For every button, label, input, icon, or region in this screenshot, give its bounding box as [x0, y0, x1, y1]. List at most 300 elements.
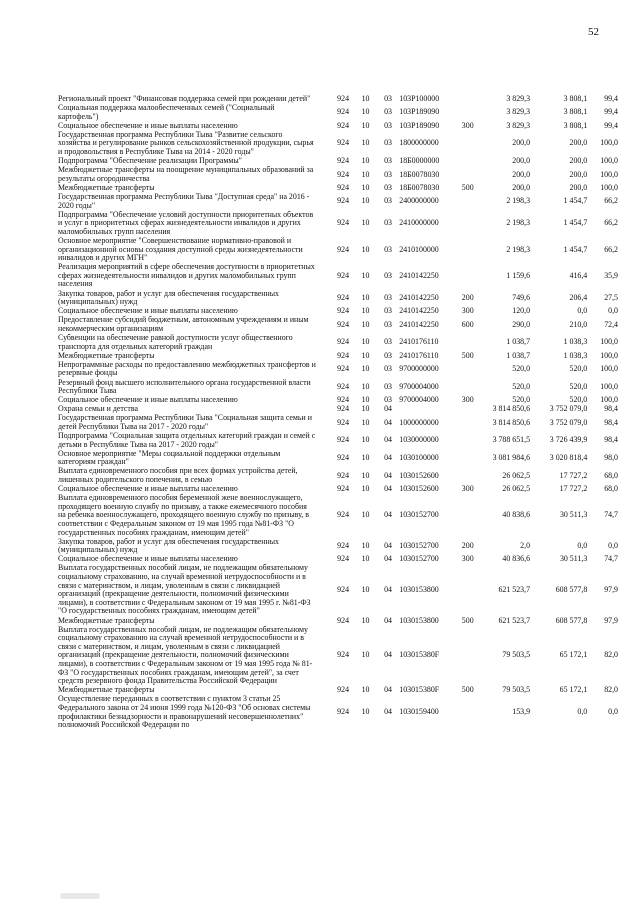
row-name: Социальное обеспечение и иные выплаты населению	[58, 484, 238, 494]
row-vr	[459, 626, 477, 687]
row-pr: 04	[384, 554, 392, 564]
row-pr: 04	[384, 540, 392, 550]
row-vr	[459, 695, 477, 730]
row-ved: 924	[337, 404, 350, 414]
row-name: Социальное обеспечение и иные выплаты населению	[58, 554, 238, 564]
row-plan: 3 829,3	[506, 94, 531, 103]
row-pct: 98,4	[604, 417, 618, 427]
row-rz: 10	[361, 435, 370, 445]
row-fact: 608 577,8	[555, 615, 588, 625]
table-row	[58, 414, 618, 432]
row-rz: 10	[361, 244, 370, 254]
row-cs: 103015380F	[399, 685, 440, 695]
row-ved: 924	[337, 319, 350, 329]
row-pct: 82,0	[604, 650, 618, 660]
row-ved: 924	[337, 156, 350, 166]
row-plan: 290,0	[512, 319, 531, 329]
row-name: Подпрограмма "Социальная защита отдельных категорий граждан и семей с детьми в Республике Тыва на 2017 - 2020 годы"	[58, 431, 316, 449]
row-ved: 924	[337, 182, 350, 192]
row-ved: 924	[337, 107, 350, 117]
row-pr: 04	[384, 435, 392, 445]
row-pct: 27,5	[604, 292, 618, 302]
row-name: Выплата государственных пособий лицам, не подлежащим обязательному социальному страхованию, на случай временной нетрудоспособности и в связи с материнством, и лицам, уволенным в связи с ликвидацией организаций (прекращение деятельности, полномочий физическими лицами), в соответствии с Федеральным законом от 19 мая 1995 г. №81-ФЗ "О государственных пособиях гражданам, имеющим детей"	[58, 563, 311, 616]
row-rz: 10	[361, 417, 370, 427]
scan-smudge	[60, 893, 100, 899]
row-pct: 68,0	[604, 484, 618, 494]
row-vr	[459, 379, 477, 397]
row-vr: 300	[461, 484, 474, 494]
table-row	[58, 379, 618, 397]
row-name: Выплата единовременного пособия при всех формах устройства детей, лишенных родительского попечения, в семью	[58, 466, 298, 485]
row-pct: 74,7	[604, 510, 618, 520]
row-ved: 924	[337, 435, 350, 445]
row-ved: 924	[337, 707, 350, 717]
table-row	[58, 104, 618, 122]
row-pr: 03	[384, 381, 392, 391]
row-plan: 79 503,5	[502, 685, 531, 695]
table-row	[58, 290, 618, 308]
row-fact: 3 808,1	[563, 120, 588, 130]
row-pr: 03	[384, 270, 392, 280]
row-name: Субвенции на обеспечение равной доступности услуг общественного транспорта для отдельных категорий граждан	[58, 333, 293, 351]
row-fact: 200,0	[569, 182, 588, 192]
row-pr: 04	[384, 453, 392, 463]
row-pct: 0,0	[608, 306, 618, 316]
row-pr: 03	[384, 350, 392, 360]
row-fact: 520,0	[569, 364, 588, 374]
row-plan: 200,0	[512, 156, 531, 166]
row-cs: 2410142250	[399, 319, 439, 329]
row-cs: 1800000000	[399, 138, 439, 148]
row-rz: 10	[361, 404, 370, 414]
row-pct: 100,0	[600, 381, 618, 391]
row-cs: 1030152600	[399, 470, 439, 480]
row-rz: 10	[361, 381, 370, 391]
row-pct: 72,4	[604, 319, 618, 329]
row-rz: 10	[361, 292, 370, 302]
row-vr	[459, 414, 477, 432]
row-cs	[399, 405, 458, 414]
row-name: Осуществление переданных в соответствии с пунктом 3 статьи 25 Федерального закона от 24 июня 1999 года №120-ФЗ "Об основах системы профилактики безнадзорности и правонарушений несовершеннолетних" полномочий Российской Федерации по	[58, 694, 311, 730]
row-plan: 3 814 850,6	[492, 417, 531, 427]
table-row	[58, 538, 618, 556]
row-vr	[459, 494, 477, 537]
row-name: Межбюджетные трансферты	[58, 182, 155, 192]
row-plan: 1 038,7	[506, 350, 531, 360]
row-rz: 10	[361, 540, 370, 550]
row-plan: 621 523,7	[498, 615, 531, 625]
row-ved: 924	[337, 484, 350, 494]
table-row	[58, 263, 618, 289]
row-plan: 1 038,7	[506, 337, 531, 347]
table-row	[58, 494, 618, 537]
row-plan: 520,0	[512, 364, 531, 374]
row-fact: 1 454,7	[563, 244, 588, 254]
row-vr	[459, 263, 477, 289]
row-pr: 03	[384, 218, 392, 228]
row-vr	[459, 211, 477, 237]
row-plan: 2 198,3	[506, 244, 531, 254]
row-pct: 0,0	[608, 540, 618, 550]
row-name: Межбюджетные трансферты	[58, 685, 155, 695]
row-cs: 103015380F	[399, 650, 440, 660]
table-row	[58, 334, 618, 352]
row-plan: 120,0	[512, 306, 531, 316]
row-ved: 924	[337, 120, 350, 130]
row-fact: 3 808,1	[563, 94, 588, 103]
row-vr: 500	[461, 685, 474, 695]
table-row	[58, 166, 618, 184]
row-plan: 520,0	[512, 381, 531, 391]
row-ved: 924	[337, 540, 350, 550]
row-vr: 300	[461, 120, 474, 130]
row-cs: 2410000000	[399, 218, 439, 228]
row-vr: 500	[461, 350, 474, 360]
row-pr: 04	[384, 584, 392, 594]
row-pr: 04	[384, 404, 392, 414]
row-cs: 1030152600	[399, 484, 439, 494]
row-rz: 10	[361, 169, 370, 179]
row-fact: 30 511,3	[559, 510, 588, 520]
row-name: Подпрограмма "Обеспечение реализации Программы"	[58, 156, 242, 166]
row-cs: 18Б0000000	[399, 156, 440, 166]
row-pr: 04	[384, 470, 392, 480]
row-fact: 1 038,3	[563, 337, 588, 347]
row-vr	[459, 237, 477, 263]
row-rz: 10	[361, 650, 370, 660]
row-name: Основное мероприятие "Совершенствование нормативно-правовой и организационной основы создания доступной среды жизнедеятельности инвалидов и других МГН"	[58, 236, 303, 263]
row-rz: 10	[361, 182, 370, 192]
row-fact: 206,4	[569, 292, 588, 302]
row-fact: 65 172,1	[559, 650, 588, 660]
row-plan: 26 062,5	[502, 484, 531, 494]
row-cs: 1030153800	[399, 615, 439, 625]
row-plan: 3 829,3	[506, 120, 531, 130]
row-fact: 0,0	[577, 707, 588, 717]
row-fact: 520,0	[569, 381, 588, 391]
row-vr: 200	[461, 540, 474, 550]
table-row	[58, 467, 618, 485]
row-plan: 3 829,3	[506, 107, 531, 117]
row-plan: 79 503,5	[502, 650, 531, 660]
table-body	[58, 95, 618, 730]
row-fact: 608 577,8	[555, 584, 588, 594]
row-name: Межбюджетные трансферты на поощрение муниципальных образований за результаты огородничества	[58, 165, 314, 183]
row-pct: 98,4	[604, 435, 618, 445]
row-ved: 924	[337, 453, 350, 463]
row-pct: 100,0	[600, 364, 618, 374]
row-fact: 3 752 079,0	[549, 404, 588, 414]
row-ved: 924	[337, 94, 350, 103]
row-fact: 1 454,7	[563, 218, 588, 228]
row-name: Охрана семьи и детства	[58, 404, 139, 414]
row-vr	[459, 166, 477, 184]
row-pr: 04	[384, 510, 392, 520]
row-rz: 10	[361, 196, 370, 206]
row-fact: 65 172,1	[559, 685, 588, 695]
row-plan: 200,0	[512, 169, 531, 179]
row-name: Государственная программа Республики Тыва "Доступная среда" на 2016 - 2020 годы"	[58, 192, 310, 210]
row-fact: 3 020 818,4	[549, 453, 588, 463]
row-cs: 1030152700	[399, 510, 439, 520]
row-pr: 03	[384, 156, 392, 166]
table-row	[58, 316, 618, 334]
row-name: Выплата государственных пособий лицам, не подлежащим обязательному социальному страхованию на случай временной нетрудоспособности и в связи с материнством, и лицам, уволенным в связи с ликвидацией организаций (прекращение деятельности, полномочий физическими лицами), в соответствии с Федеральным законом от 19 мая 1995 года № 81-ФЗ "О государственных пособиях гражданам, имеющим детей", за счет средств резервного фонда Правительства Российской Федерации	[58, 624, 313, 686]
row-vr: 300	[461, 554, 474, 564]
row-vr	[459, 104, 477, 122]
row-pr: 03	[384, 306, 392, 316]
row-ved: 924	[337, 337, 350, 347]
row-pct: 99,4	[604, 94, 618, 103]
row-pr: 04	[384, 417, 392, 427]
row-name: Социальная поддержка малообеспеченных семей ("Социальный картофель")	[58, 103, 275, 121]
row-fact: 1 038,3	[563, 350, 588, 360]
row-rz: 10	[361, 470, 370, 480]
row-ved: 924	[337, 169, 350, 179]
row-ved: 924	[337, 350, 350, 360]
row-pr: 04	[384, 650, 392, 660]
row-pct: 82,0	[604, 685, 618, 695]
row-name: Региональный проект "Финансовая поддержка семей при рождении детей"	[58, 94, 311, 103]
row-pct: 100,0	[600, 156, 618, 166]
row-name: Закупка товаров, работ и услуг для обеспечения государственных (муниципальных) нужд	[58, 288, 279, 307]
row-name: Государственная программа Республики Тыва "Социальная защита семьи и детей Республики Тыва на 2017 - 2020 годы"	[58, 413, 312, 431]
row-name: Основное мероприятие "Меры социальной поддержки отдельным категориям граждан"	[58, 448, 281, 467]
row-plan: 40 836,6	[502, 554, 531, 564]
row-pr: 03	[384, 395, 392, 405]
page-number: 52	[588, 26, 599, 38]
row-pr: 03	[384, 292, 392, 302]
row-cs: 18Б0078030	[399, 169, 440, 179]
row-cs: 103P189090	[399, 107, 440, 117]
row-name: Межбюджетные трансферты	[58, 350, 155, 360]
row-fact: 520,0	[569, 395, 588, 405]
row-rz: 10	[361, 510, 370, 520]
row-rz: 10	[361, 395, 370, 405]
row-cs: 103P100000	[399, 94, 440, 103]
row-name: Межбюджетные трансферты	[58, 615, 155, 625]
row-rz: 10	[361, 218, 370, 228]
row-ved: 924	[337, 395, 350, 405]
row-plan: 621 523,7	[498, 584, 531, 594]
row-plan: 200,0	[512, 182, 531, 192]
row-plan: 2,0	[520, 540, 531, 550]
row-ved: 924	[337, 306, 350, 316]
table-row	[58, 237, 618, 263]
table-row	[58, 432, 618, 450]
row-ved: 924	[337, 196, 350, 206]
row-cs: 2410176110	[399, 350, 439, 360]
row-name: Подпрограмма "Обеспечение условий доступности приоритетных объектов и услуг в приоритетных сферах жизнедеятельности инвалидов и других маломобильных групп населения	[58, 209, 314, 236]
row-vr	[459, 334, 477, 352]
row-rz: 10	[361, 270, 370, 280]
row-plan: 520,0	[512, 395, 531, 405]
row-fact: 0,0	[577, 540, 588, 550]
row-pr: 03	[384, 319, 392, 329]
row-plan: 3 814 850,6	[492, 404, 531, 414]
row-pr: 03	[384, 364, 392, 374]
row-ved: 924	[337, 554, 350, 564]
row-pr: 04	[384, 707, 392, 717]
table-row	[58, 564, 618, 616]
row-fact: 30 511,3	[559, 554, 588, 564]
row-vr: 500	[461, 615, 474, 625]
row-vr	[459, 450, 477, 468]
row-name: Предоставление субсидий бюджетным, автономным учреждениям и иным некоммерческим организациям	[58, 315, 309, 333]
row-vr	[459, 157, 477, 166]
row-rz: 10	[361, 120, 370, 130]
row-name: Социальное обеспечение и иные выплаты населению	[58, 306, 238, 316]
row-plan: 2 198,3	[506, 218, 531, 228]
row-rz: 10	[361, 350, 370, 360]
row-rz: 10	[361, 584, 370, 594]
row-pct: 68,0	[604, 470, 618, 480]
row-pct: 97,9	[604, 615, 618, 625]
row-rz: 10	[361, 554, 370, 564]
row-fact: 3 808,1	[563, 107, 588, 117]
row-cs: 18Б0078030	[399, 182, 440, 192]
row-rz: 10	[361, 94, 370, 103]
row-fact: 200,0	[569, 156, 588, 166]
row-pr: 03	[384, 196, 392, 206]
row-fact: 3 752 079,0	[549, 417, 588, 427]
row-cs: 1030000000	[399, 435, 439, 445]
row-ved: 924	[337, 510, 350, 520]
row-ved: 924	[337, 417, 350, 427]
row-rz: 10	[361, 615, 370, 625]
row-name: Выплата единовременного пособия беременной жене военнослужащего, проходящего военную службу по призыву, а также ежемесячного пособия на ребенка военнослужащего, проходящего военную службу по призыву, в соответствии с Федеральным законом от 19 мая 1995 года №81-ФЗ "О государственных пособиях гражданам, имеющим детей"	[58, 493, 309, 537]
budget-table	[58, 95, 618, 730]
row-cs: 1030153800	[399, 584, 439, 594]
row-name: Социальное обеспечение и иные выплаты населению	[58, 120, 238, 130]
row-vr	[459, 131, 477, 157]
row-vr: 600	[461, 319, 474, 329]
row-fact: 1 454,7	[563, 196, 588, 206]
row-pct: 66,2	[604, 244, 618, 254]
row-pct: 100,0	[600, 337, 618, 347]
row-rz: 10	[361, 685, 370, 695]
row-cs: 9700004000	[399, 395, 439, 405]
row-ved: 924	[337, 685, 350, 695]
row-name: Закупка товаров, работ и услуг для обеспечения государственных (муниципальных) нужд	[58, 536, 279, 555]
row-ved: 924	[337, 584, 350, 594]
row-rz: 10	[361, 319, 370, 329]
row-vr	[459, 467, 477, 485]
row-vr: 300	[461, 306, 474, 316]
row-ved: 924	[337, 381, 350, 391]
row-plan: 26 062,5	[502, 470, 531, 480]
row-cs: 1030100000	[399, 453, 439, 463]
row-cs: 1030152700	[399, 554, 439, 564]
row-plan: 2 198,3	[506, 196, 531, 206]
row-ved: 924	[337, 364, 350, 374]
row-pr: 04	[384, 484, 392, 494]
row-plan: 3 788 651,5	[492, 435, 531, 445]
row-rz: 10	[361, 107, 370, 117]
row-plan: 40 838,6	[502, 510, 531, 520]
row-rz: 10	[361, 707, 370, 717]
row-fact: 210,0	[569, 319, 588, 329]
table-row	[58, 131, 618, 157]
row-ved: 924	[337, 244, 350, 254]
row-pct: 100,0	[600, 350, 618, 360]
table-row	[58, 211, 618, 237]
row-plan: 749,6	[512, 292, 531, 302]
row-name: Реализация мероприятий в сфере обеспечения доступности в приоритетных сферах жизнедеятельности инвалидов и других маломобильных групп населения	[58, 262, 315, 289]
row-pct: 35,9	[604, 270, 618, 280]
table-row	[58, 361, 618, 379]
row-rz: 10	[361, 306, 370, 316]
row-fact: 200,0	[569, 169, 588, 179]
row-cs: 103P189090	[399, 120, 440, 130]
table-row	[58, 193, 618, 211]
row-pr: 03	[384, 107, 392, 117]
row-fact: 200,0	[569, 138, 588, 148]
row-pct: 66,2	[604, 196, 618, 206]
row-ved: 924	[337, 138, 350, 148]
row-name: Резервный фонд высшего исполнительного органа государственной власти Республики Тыва	[58, 377, 311, 396]
row-cs: 9700004000	[399, 381, 439, 391]
row-rz: 10	[361, 453, 370, 463]
row-pr: 03	[384, 94, 392, 103]
row-pct: 100,0	[600, 395, 618, 405]
row-pr: 03	[384, 182, 392, 192]
row-cs: 1030152700	[399, 540, 439, 550]
row-cs: 2410142250	[399, 292, 439, 302]
row-pct: 98,0	[604, 453, 618, 463]
row-rz: 10	[361, 138, 370, 148]
row-plan: 200,0	[512, 138, 531, 148]
row-rz: 10	[361, 484, 370, 494]
row-ved: 924	[337, 292, 350, 302]
row-pct: 100,0	[600, 169, 618, 179]
row-fact: 17 727,2	[559, 484, 588, 494]
row-vr	[459, 405, 477, 414]
table-row	[58, 450, 618, 468]
row-cs: 2400000000	[399, 196, 439, 206]
table-row	[58, 626, 618, 687]
row-name: Государственная программа Республики Тыва "Развитие сельского хозяйства и регулирование рынков сельскохозяйственной продукции, сырья и продовольствия в Республике Тыва на 2014 - 2020 годы"	[58, 129, 314, 157]
row-vr	[459, 193, 477, 211]
row-pct: 66,2	[604, 218, 618, 228]
row-cs: 1030159400	[399, 707, 439, 717]
row-cs: 1000000000	[399, 417, 439, 427]
row-ved: 924	[337, 615, 350, 625]
row-vr: 500	[461, 182, 474, 192]
row-vr	[459, 95, 477, 104]
row-rz: 10	[361, 337, 370, 347]
row-pct: 0,0	[608, 707, 618, 717]
row-rz: 10	[361, 156, 370, 166]
row-plan: 1 159,6	[506, 270, 531, 280]
table-row	[58, 695, 618, 730]
row-pct: 100,0	[600, 182, 618, 192]
row-ved: 924	[337, 470, 350, 480]
row-pr: 03	[384, 138, 392, 148]
row-pct: 98,4	[604, 404, 618, 414]
row-fact: 0,0	[577, 306, 588, 316]
row-plan: 3 081 984,6	[492, 453, 531, 463]
row-rz: 10	[361, 364, 370, 374]
row-name: Социальное обеспечение и иные выплаты населению	[58, 395, 238, 405]
row-pr: 04	[384, 615, 392, 625]
row-vr: 300	[461, 395, 474, 405]
row-cs: 2410100000	[399, 244, 439, 254]
row-ved: 924	[337, 218, 350, 228]
row-pct: 99,4	[604, 120, 618, 130]
row-pct: 74,7	[604, 554, 618, 564]
row-pr: 03	[384, 244, 392, 254]
